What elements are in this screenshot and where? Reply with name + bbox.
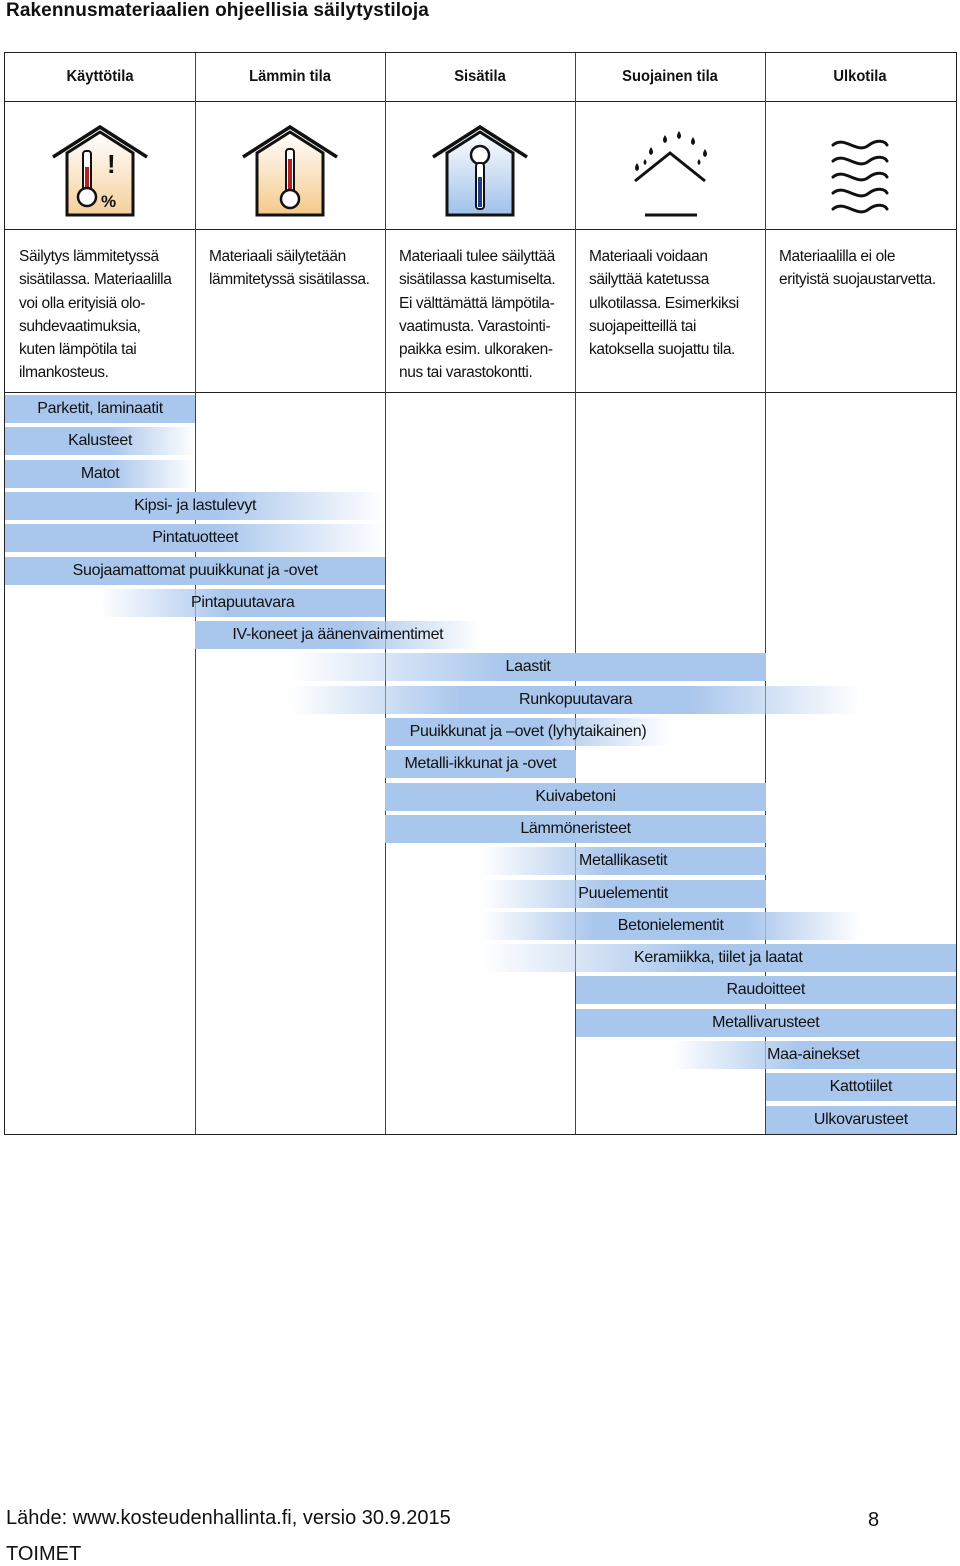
material-bar [5, 524, 385, 552]
wind-waves-icon [765, 103, 955, 243]
description-sisatila: Materiaali tulee säilyttää sisätilassa kastumiselta. Ei välttämättä lämpötila- vaatimusta. Varastointi- paikka esim. ulkoraken- nus tai varastokontti. [399, 248, 556, 382]
material-label: Suojaamattomat puuikkunat ja -ovet [72, 561, 318, 579]
material-bar [195, 621, 480, 649]
material-label: Pintatuotteet [152, 529, 239, 547]
material-bar [5, 395, 195, 423]
material-label: Betonielementit [617, 916, 724, 934]
description-suojainen-tila: Materiaali voidaan säilyttää katetussa ulkotilassa. Esimerkiksi suojapeitteillä tai katoksella suojattu tila. [589, 248, 739, 359]
material-label: Kattotiilet [829, 1078, 893, 1096]
material-label: Maa-ainekset [767, 1046, 860, 1063]
material-bar [481, 912, 861, 940]
house-thermometer-exclamation-percent-icon [5, 103, 195, 243]
column-heading-ulkotila: Ulkotila [833, 68, 887, 85]
material-bar [5, 557, 385, 585]
material-label: Metallivarusteet [712, 1013, 820, 1031]
description-ulkotila: Materiaalilla ei ole erityistä suojaustarvetta. [779, 248, 936, 289]
material-label: Puuikkunat ja –ovet (lyhytaikainen) [409, 723, 647, 740]
svg-text:!: ! [107, 149, 116, 179]
material-label: Metalli-ikkunat ja -ovet [404, 755, 557, 773]
column-heading-kayttotila: Käyttötila [66, 68, 134, 85]
material-bar [481, 847, 766, 875]
material-bar [481, 944, 957, 972]
page-title: Rakennusmateriaalien ohjeellisia säilytystiloja [6, 0, 429, 21]
material-bar [5, 492, 385, 520]
material-label: Kuivabetoni [535, 787, 616, 805]
material-bar [385, 718, 670, 746]
material-label: Metallikasetit [579, 852, 668, 870]
material-bar [290, 653, 766, 681]
page-number: 8 [868, 1509, 880, 1531]
material-label: Parketit, laminaatit [37, 400, 163, 417]
material-bar [576, 1009, 956, 1037]
house-thermometer-warm-icon [195, 103, 385, 243]
material-bar [766, 1106, 956, 1134]
material-bar [385, 750, 575, 778]
material-label: Runkopuutavara [518, 690, 633, 708]
material-label: Pintapuutavara [191, 593, 295, 611]
material-label: Puuelementit [578, 884, 669, 902]
column-heading-sisatila: Sisätila [454, 68, 506, 85]
material-label: Matot [80, 464, 120, 482]
material-label: Ulkovarusteet [813, 1110, 908, 1128]
material-label: Keramiikka, tiilet ja laatat [633, 949, 803, 967]
source-footer: Lähde: www.kosteudenhallinta.fi, versio 30.9.2015 [6, 1507, 451, 1529]
material-bar [100, 589, 385, 617]
material-bar [766, 1073, 956, 1101]
material-bar [385, 815, 765, 843]
material-bar [290, 686, 861, 714]
column-heading-suojainen-tila: Suojainen tila [622, 68, 718, 85]
section-footer: TOIMET [6, 1543, 82, 1565]
material-bar [481, 880, 766, 908]
material-bar [385, 783, 765, 811]
material-label: Kalusteet [68, 432, 133, 450]
material-bar [671, 1041, 956, 1069]
column-heading-lammin-tila: Lämmin tila [249, 68, 331, 85]
material-bar [5, 427, 195, 455]
description-divider [5, 392, 956, 393]
storage-matrix [4, 52, 957, 1135]
header-divider [5, 101, 956, 102]
description-lammin-tila: Materiaali säilytetään lämmitetyssä sisätilassa. [209, 248, 370, 289]
material-bar [5, 460, 195, 488]
material-label: IV-koneet ja äänenvaimentimet [232, 626, 444, 644]
icon-divider [5, 229, 956, 230]
material-label: Lämmöneristeet [520, 819, 631, 837]
svg-text:%: % [101, 192, 117, 211]
description-kayttotila: Säilytys lämmitetyssä sisätilassa. Materiaalilla voi olla erityisiä olo- suhdevaatimuksia, kuten lämpötila tai ilmankosteus. [19, 248, 172, 382]
material-label: Kipsi- ja lastulevyt [134, 496, 257, 514]
roof-rain-shelter-icon [575, 103, 765, 243]
material-label: Raudoitteet [726, 981, 806, 999]
material-bar [576, 976, 956, 1004]
material-label: Laastit [505, 658, 551, 676]
house-thermometer-cool-icon [385, 103, 575, 243]
